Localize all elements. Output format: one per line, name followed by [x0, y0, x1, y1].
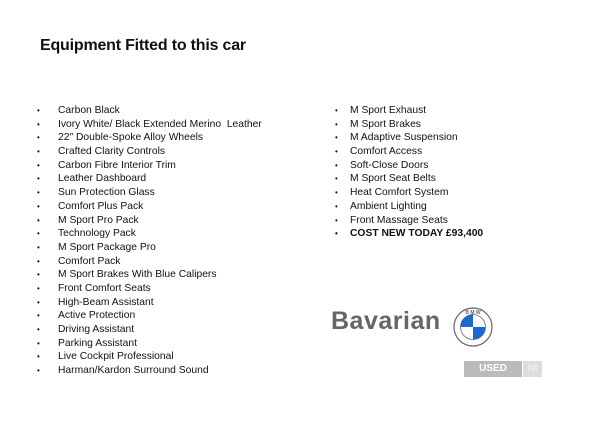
- equipment-item: • Parking Assistant: [58, 337, 262, 351]
- bavarian-logo: Bavarian: [331, 307, 441, 335]
- equipment-item: • Ambient Lighting: [350, 200, 483, 214]
- equipment-item: • Front Comfort Seats: [58, 282, 262, 296]
- used-cars-badge: USED CARS: [464, 361, 522, 377]
- equipment-item: • Comfort Pack: [58, 255, 262, 269]
- equipment-list-right: [350, 104, 483, 241]
- equipment-item: • Comfort Access: [350, 145, 483, 159]
- svg-text:B M W: B M W: [465, 309, 481, 316]
- equipment-item: • Harman/Kardon Surround Sound: [58, 364, 262, 378]
- equipment-item: • M Adaptive Suspension: [350, 131, 483, 145]
- equipment-item: • Driving Assistant: [58, 323, 262, 337]
- equipment-list-left: [58, 104, 262, 378]
- bmw-roundel-icon: [453, 307, 493, 347]
- equipment-item: • Leather Dashboard: [58, 172, 262, 186]
- equipment-item: • Heat Comfort System: [350, 186, 483, 200]
- equipment-item: • 22" Double-Spoke Alloy Wheels: [58, 131, 262, 145]
- region-badge: NI: [523, 361, 542, 377]
- equipment-item: • M Sport Brakes: [350, 118, 483, 132]
- equipment-item: • High-Beam Assistant: [58, 296, 262, 310]
- equipment-item: • Carbon Fibre Interior Trim: [58, 159, 262, 173]
- equipment-item: • M Sport Seat Belts: [350, 172, 483, 186]
- equipment-item: • Ivory White/ Black Extended Merino Leather: [58, 118, 262, 132]
- equipment-item: • Crafted Clarity Controls: [58, 145, 262, 159]
- equipment-item: • Sun Protection Glass: [58, 186, 262, 200]
- page-title: Equipment Fitted to this car: [40, 37, 246, 54]
- equipment-item: • M Sport Brakes With Blue Calipers: [58, 268, 262, 282]
- equipment-item: • Soft-Close Doors: [350, 159, 483, 173]
- equipment-item: • Front Massage Seats: [350, 214, 483, 228]
- equipment-item: • M Sport Package Pro: [58, 241, 262, 255]
- equipment-item: • Live Cockpit Professional: [58, 350, 262, 364]
- equipment-item: • Technology Pack: [58, 227, 262, 241]
- equipment-item: • M Sport Exhaust: [350, 104, 483, 118]
- equipment-item: • M Sport Pro Pack: [58, 214, 262, 228]
- cost-new-today: • COST NEW TODAY £93,400: [350, 227, 483, 241]
- equipment-item: • Comfort Plus Pack: [58, 200, 262, 214]
- equipment-item: • Carbon Black: [58, 104, 262, 118]
- equipment-item: • Active Protection: [58, 309, 262, 323]
